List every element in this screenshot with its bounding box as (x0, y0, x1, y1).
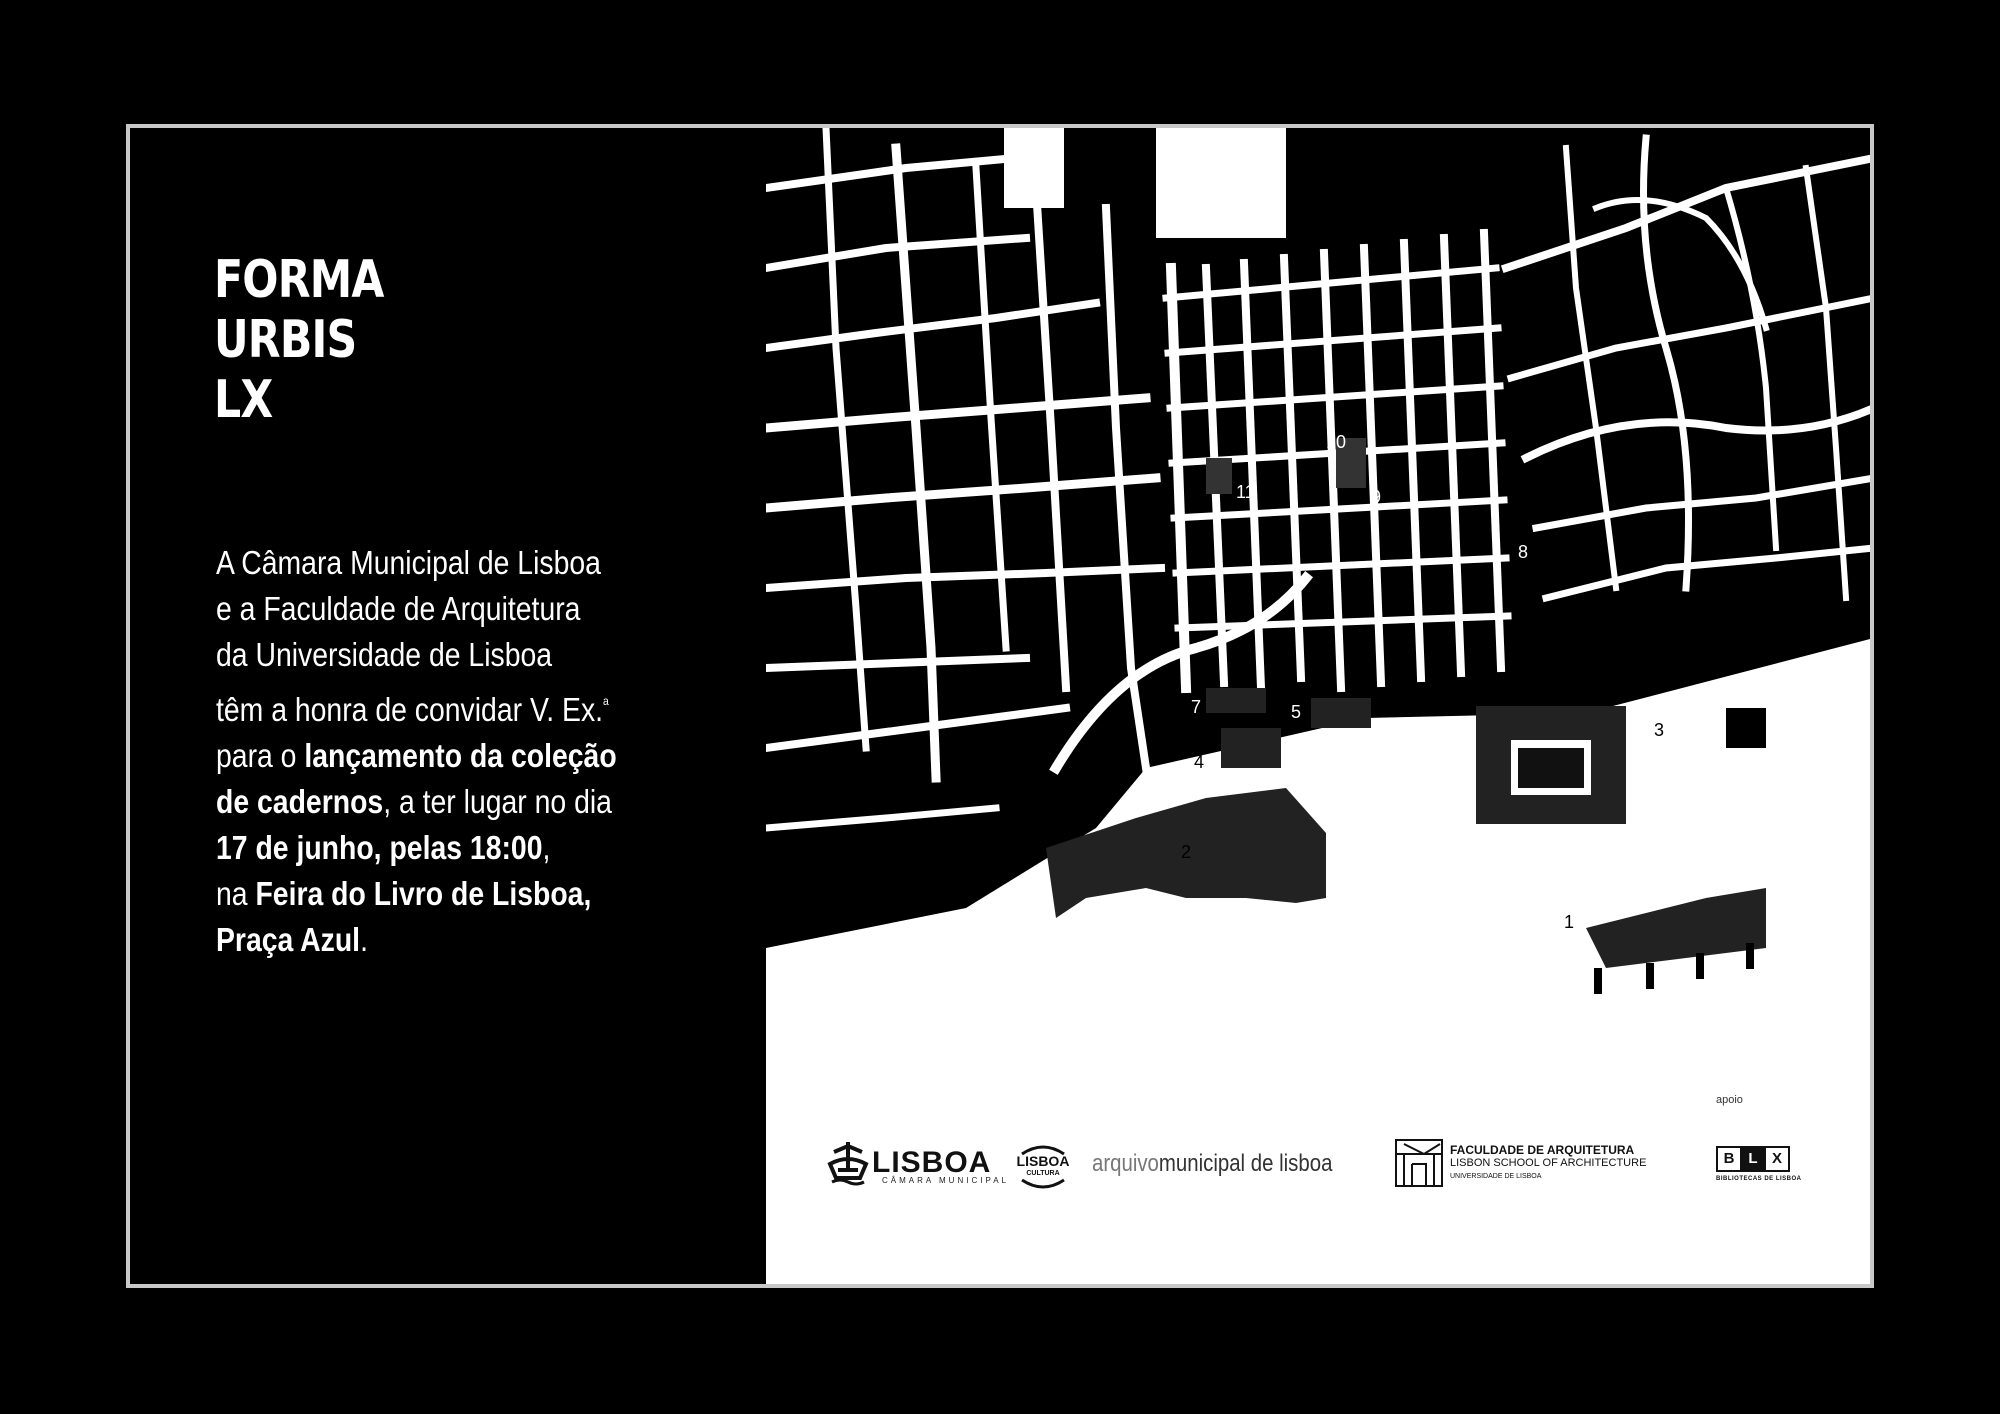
building-4-plan (1221, 728, 1281, 768)
plaza-figueira (1004, 128, 1064, 208)
blx-letter: L (1740, 1146, 1766, 1172)
invitation-line: e a Faculdade de Arquitetura (216, 590, 581, 627)
blx-logo (1716, 1146, 1802, 1182)
text-panel (130, 128, 766, 1284)
building-5-plan (1311, 698, 1371, 728)
building-number: 7 (1191, 697, 1202, 717)
map-panel (766, 128, 1870, 1284)
faculdade-line3: UNIVERSIDADE DE LISBOA (1450, 1172, 1542, 1180)
title-line: URBIS (214, 310, 357, 370)
invitation-line: têm a honra de convidar V. Ex.$^a$ (216, 691, 609, 728)
lisboa-wordmark: LISBOA (872, 1146, 992, 1179)
lisbon-baixa-map (766, 128, 1874, 1088)
invitation-line: para o lançamento da coleção (216, 737, 617, 774)
camara-municipal-label: CÂMARA MUNICIPAL (882, 1176, 1009, 1185)
lisboa-cultura-line2: CULTURA (1026, 1170, 1060, 1177)
event-title (214, 250, 384, 430)
lisboa-cultura-badge-icon (1016, 1142, 1070, 1190)
invitation-line: na Feira do Livro de Lisboa, (216, 875, 592, 912)
invitation-line: de cadernos, a ter lugar no dia (216, 783, 612, 820)
title-line: LX (214, 370, 273, 430)
lisboa-camara-logo (824, 1140, 1009, 1186)
building-7-plan (1206, 688, 1266, 713)
municipal-de-lisboa-word: municipal de lisboa (1158, 1150, 1333, 1177)
building-number: 4 (1194, 752, 1205, 772)
lisboa-ship-icon (824, 1140, 872, 1186)
building-number: 10 (1326, 432, 1347, 452)
plaza-rossio (1156, 128, 1286, 238)
building-number: 1 (1564, 912, 1575, 932)
faculdade-line1: FACULDADE DE ARQUITETURA (1450, 1142, 1635, 1157)
faculdade-arquitetura-logo (1394, 1138, 1646, 1188)
blx-letter: B (1716, 1146, 1742, 1172)
faculdade-line2: LISBON SCHOOL OF ARCHITECTURE (1450, 1156, 1647, 1169)
arquivo-word: arquivo (1092, 1150, 1159, 1177)
building-number: 5 (1291, 702, 1302, 722)
invitation-line: A Câmara Municipal de Lisboa (216, 544, 601, 581)
lisboa-cultura-line1: LISBOA (1016, 1153, 1070, 1169)
faculdade-emblem-icon (1394, 1138, 1444, 1188)
building-number: 6 (1636, 670, 1647, 690)
building-number: 9 (1371, 487, 1382, 507)
invitation-text (216, 540, 698, 963)
lisboa-cultura-logo (1016, 1142, 1070, 1190)
blx-letter: X (1764, 1146, 1790, 1172)
title-line: FORMA (214, 250, 384, 310)
logo-bar (766, 1088, 1874, 1288)
dock-pier (1726, 708, 1766, 748)
apoio-label: apoio (1716, 1094, 1743, 1106)
building-number: 8 (1518, 542, 1529, 562)
building-number: 3 (1654, 720, 1665, 740)
bibliotecas-label: BIBLIOTECAS DE LISBOA (1716, 1176, 1802, 1182)
invitation-line: Praça Azul. (216, 921, 368, 958)
building-number: 2 (1181, 842, 1192, 862)
arquivo-municipal-logo (1092, 1150, 1375, 1178)
invitation-card (126, 124, 1874, 1288)
building-11-plan (1206, 458, 1232, 494)
building-number: 11 (1236, 482, 1255, 502)
invitation-line: 17 de junho, pelas 18:00, (216, 829, 551, 866)
invitation-line: da Universidade de Lisboa (216, 636, 553, 673)
